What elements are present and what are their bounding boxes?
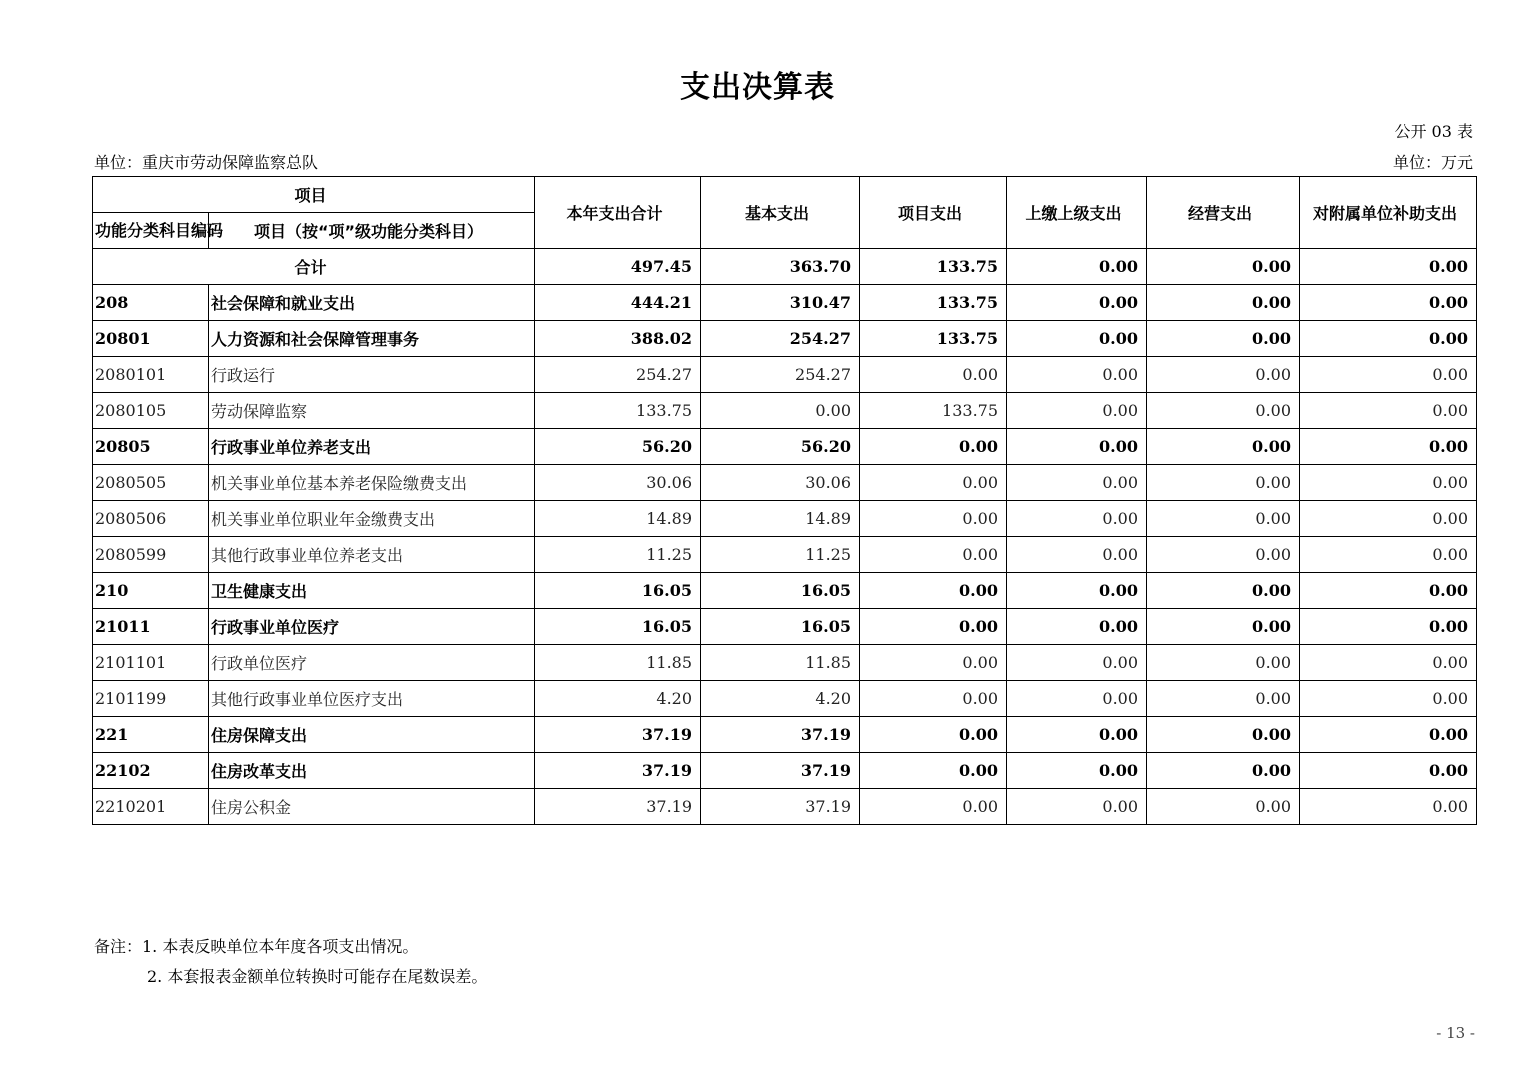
name-cell: 人力资源和社会保障管理事务 [209, 321, 535, 357]
code-cell: 2210201 [93, 789, 209, 825]
subsidy-cell: 0.00 [1300, 429, 1477, 465]
project-cell: 0.00 [860, 465, 1007, 501]
business-cell: 0.00 [1147, 429, 1300, 465]
basic-cell: 254.27 [701, 321, 860, 357]
project-cell: 0.00 [860, 789, 1007, 825]
name-cell: 机关事业单位职业年金缴费支出 [209, 501, 535, 537]
total-cell: 254.27 [535, 357, 701, 393]
total-cell: 37.19 [535, 789, 701, 825]
total-cell: 30.06 [535, 465, 701, 501]
basic-cell: 11.85 [701, 645, 860, 681]
project-cell: 0.00 [860, 645, 1007, 681]
total-cell: 11.25 [535, 537, 701, 573]
business-cell: 0.00 [1147, 573, 1300, 609]
header-upper: 上缴上级支出 [1007, 177, 1147, 249]
subsidy-cell: 0.00 [1300, 393, 1477, 429]
upper-cell: 0.00 [1007, 789, 1147, 825]
table-row [93, 681, 1477, 717]
name-cell: 行政单位医疗 [209, 645, 535, 681]
upper-cell: 0.00 [1007, 573, 1147, 609]
business-cell: 0.00 [1147, 501, 1300, 537]
total-cell: 37.19 [535, 717, 701, 753]
code-cell: 2080599 [93, 537, 209, 573]
project-cell: 0.00 [860, 753, 1007, 789]
total-cell: 133.75 [535, 393, 701, 429]
project-cell: 0.00 [860, 609, 1007, 645]
table-row [93, 753, 1477, 789]
code-cell: 20801 [93, 321, 209, 357]
business-cell: 0.00 [1147, 285, 1300, 321]
upper-cell: 0.00 [1007, 465, 1147, 501]
expenditure-table [92, 176, 1477, 825]
project-cell: 0.00 [860, 717, 1007, 753]
basic-cell: 16.05 [701, 573, 860, 609]
basic-cell: 30.06 [701, 465, 860, 501]
table-row [93, 717, 1477, 753]
table-row [93, 645, 1477, 681]
unit-currency: 单位：万元 [1392, 153, 1473, 172]
total-cell: 14.89 [535, 501, 701, 537]
header-project-by-item: 项目（按“项”级功能分类科目） [209, 213, 535, 249]
business-cell: 0.00 [1147, 321, 1300, 357]
subsidy-cell: 0.00 [1300, 753, 1477, 789]
total-cell: 37.19 [535, 753, 701, 789]
subsidy-cell: 0.00 [1300, 681, 1477, 717]
name-cell: 社会保障和就业支出 [209, 285, 535, 321]
project-cell: 0.00 [860, 429, 1007, 465]
header-subsidy: 对附属单位补助支出 [1300, 177, 1477, 249]
upper-cell: 0.00 [1007, 537, 1147, 573]
upper-cell: 0.00 [1007, 321, 1147, 357]
subsidy-cell: 0.00 [1300, 645, 1477, 681]
table-row [93, 465, 1477, 501]
upper-cell: 0.00 [1007, 609, 1147, 645]
business-cell: 0.00 [1147, 537, 1300, 573]
code-cell: 2080505 [93, 465, 209, 501]
total-cell: 444.21 [535, 285, 701, 321]
name-cell: 机关事业单位基本养老保险缴费支出 [209, 465, 535, 501]
upper-cell: 0.00 [1007, 681, 1147, 717]
total-cell: 16.05 [535, 573, 701, 609]
basic-cell: 14.89 [701, 501, 860, 537]
upper-cell: 0.00 [1007, 429, 1147, 465]
business-cell: 0.00 [1147, 609, 1300, 645]
business-cell: 0.00 [1147, 357, 1300, 393]
code-cell: 20805 [93, 429, 209, 465]
header-func-code: 功能分类科目编码 [93, 213, 209, 249]
project-cell: 133.75 [860, 249, 1007, 285]
name-cell: 其他行政事业单位养老支出 [209, 537, 535, 573]
subsidy-cell: 0.00 [1300, 285, 1477, 321]
code-cell: 21011 [93, 609, 209, 645]
business-cell: 0.00 [1147, 681, 1300, 717]
basic-cell: 37.19 [701, 789, 860, 825]
subsidy-cell: 0.00 [1300, 357, 1477, 393]
code-cell: 2101101 [93, 645, 209, 681]
upper-cell: 0.00 [1007, 717, 1147, 753]
total-cell: 4.20 [535, 681, 701, 717]
project-cell: 0.00 [860, 681, 1007, 717]
total-label: 合计 [93, 249, 535, 285]
header-project: 项目 [93, 177, 535, 213]
header-project-expenditure: 项目支出 [860, 177, 1007, 249]
basic-cell: 37.19 [701, 753, 860, 789]
business-cell: 0.00 [1147, 717, 1300, 753]
page-number: - 13 - [1436, 1024, 1475, 1042]
header-total: 本年支出合计 [535, 177, 701, 249]
upper-cell: 0.00 [1007, 393, 1147, 429]
subsidy-cell: 0.00 [1300, 573, 1477, 609]
business-cell: 0.00 [1147, 465, 1300, 501]
unit-organization: 单位：重庆市劳动保障监察总队 [94, 153, 319, 172]
name-cell: 其他行政事业单位医疗支出 [209, 681, 535, 717]
name-cell: 行政事业单位医疗 [209, 609, 535, 645]
table-row [93, 321, 1477, 357]
project-cell: 0.00 [860, 573, 1007, 609]
basic-cell: 37.19 [701, 717, 860, 753]
code-cell: 208 [93, 285, 209, 321]
upper-cell: 0.00 [1007, 357, 1147, 393]
table-row [93, 609, 1477, 645]
business-cell: 0.00 [1147, 393, 1300, 429]
subsidy-cell: 0.00 [1300, 501, 1477, 537]
table-row [93, 537, 1477, 573]
code-cell: 210 [93, 573, 209, 609]
basic-cell: 310.47 [701, 285, 860, 321]
project-cell: 0.00 [860, 357, 1007, 393]
table-row [93, 429, 1477, 465]
upper-cell: 0.00 [1007, 501, 1147, 537]
table-row [93, 393, 1477, 429]
total-row [93, 249, 1477, 285]
basic-cell: 4.20 [701, 681, 860, 717]
total-cell: 56.20 [535, 429, 701, 465]
name-cell: 住房改革支出 [209, 753, 535, 789]
name-cell: 住房公积金 [209, 789, 535, 825]
upper-cell: 0.00 [1007, 285, 1147, 321]
business-cell: 0.00 [1147, 753, 1300, 789]
subsidy-cell: 0.00 [1300, 717, 1477, 753]
subsidy-cell: 0.00 [1300, 789, 1477, 825]
subsidy-cell: 0.00 [1300, 321, 1477, 357]
business-cell: 0.00 [1147, 645, 1300, 681]
subsidy-cell: 0.00 [1300, 609, 1477, 645]
total-cell: 11.85 [535, 645, 701, 681]
header-business: 经营支出 [1147, 177, 1300, 249]
name-cell: 行政事业单位养老支出 [209, 429, 535, 465]
note-line-2: 2. 本套报表金额单位转换时可能存在尾数误差。 [147, 967, 488, 986]
subsidy-cell: 0.00 [1300, 537, 1477, 573]
notes [94, 932, 487, 992]
code-cell: 2080101 [93, 357, 209, 393]
subsidy-cell: 0.00 [1300, 249, 1477, 285]
table-row [93, 357, 1477, 393]
basic-cell: 254.27 [701, 357, 860, 393]
code-cell: 22102 [93, 753, 209, 789]
project-cell: 133.75 [860, 321, 1007, 357]
basic-cell: 363.70 [701, 249, 860, 285]
upper-cell: 0.00 [1007, 249, 1147, 285]
table-row [93, 501, 1477, 537]
total-cell: 16.05 [535, 609, 701, 645]
basic-cell: 56.20 [701, 429, 860, 465]
subsidy-cell: 0.00 [1300, 465, 1477, 501]
upper-cell: 0.00 [1007, 645, 1147, 681]
basic-cell: 16.05 [701, 609, 860, 645]
table-row [93, 285, 1477, 321]
note-line-1: 备注：1. 本表反映单位本年度各项支出情况。 [94, 937, 419, 956]
project-cell: 133.75 [860, 285, 1007, 321]
business-cell: 0.00 [1147, 249, 1300, 285]
table-row [93, 789, 1477, 825]
upper-cell: 0.00 [1007, 753, 1147, 789]
total-cell: 497.45 [535, 249, 701, 285]
code-cell: 2080506 [93, 501, 209, 537]
basic-cell: 11.25 [701, 537, 860, 573]
code-cell: 2101199 [93, 681, 209, 717]
name-cell: 卫生健康支出 [209, 573, 535, 609]
name-cell: 行政运行 [209, 357, 535, 393]
basic-cell: 0.00 [701, 393, 860, 429]
form-code: 公开 03 表 [1394, 122, 1473, 141]
project-cell: 133.75 [860, 393, 1007, 429]
total-cell: 388.02 [535, 321, 701, 357]
name-cell: 住房保障支出 [209, 717, 535, 753]
page-title: 支出决算表 [680, 70, 835, 105]
code-cell: 221 [93, 717, 209, 753]
project-cell: 0.00 [860, 501, 1007, 537]
header-basic: 基本支出 [701, 177, 860, 249]
table-row [93, 573, 1477, 609]
name-cell: 劳动保障监察 [209, 393, 535, 429]
code-cell: 2080105 [93, 393, 209, 429]
business-cell: 0.00 [1147, 789, 1300, 825]
project-cell: 0.00 [860, 537, 1007, 573]
